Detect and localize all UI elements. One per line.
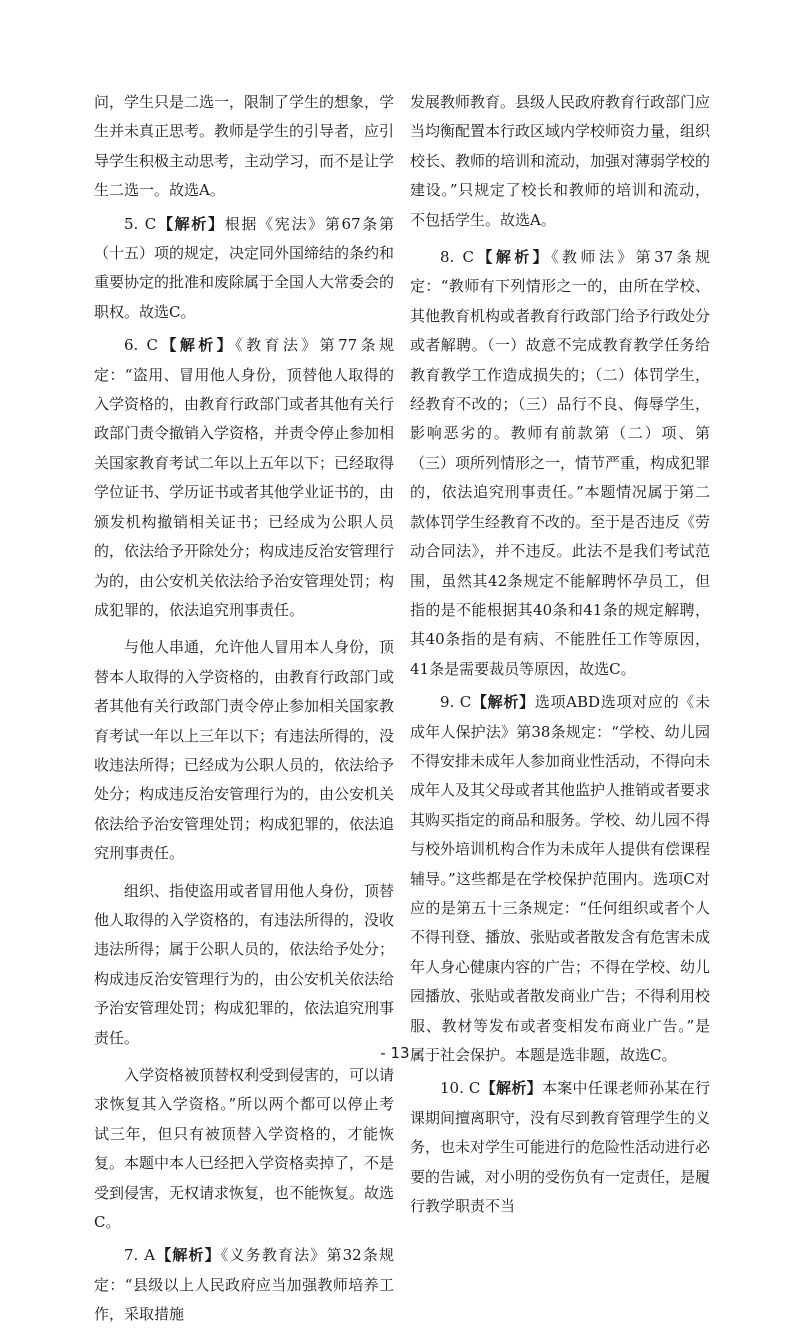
answer-7 [94, 1241, 394, 1329]
answer-9-tag: 【解析】 [471, 693, 535, 712]
answer-6-paragraph-3: 组织、指使盗用或者冒用他人身份，顶替他人取得的入学资格的，有违法所得的，没收违法所得；属于公职人员的，依法给予处分；构成违反治安管理行为的，由公安机关依法给予治安管理处罚；构成犯罪的，依法追究刑事责任。 [94, 881, 395, 1047]
answer-10-number: 10. C [440, 1079, 481, 1098]
answer-5 [94, 210, 394, 328]
answer-7-text: 《义务教育法》第32条规定：“县级以上人民政府应当加强教师培养工作，采取措施 [94, 1246, 394, 1324]
answer-9-text: 选项ABD选项对应的《未成年人保护法》第38条规定：“学校、幼儿园不得安排未成年人参加商业性活动，不得向未成年人及其父母或者其他监护人推销或者要求其购买指定的商品和服务。学校、幼儿园不得与校外培训机构合作为未成年人提供有偿课程辅导。”这些都是在学校保护范围内。选项C对应的是第五十三条规定：“任何组织或者个人不得刊登、播放、张贴或者散发含有危害未成年人身心健康内容的广告；不得在学校、幼儿园播放、张贴或者散发商业广告；不得利用校服、教材等发布或者变相发布商业广告。”是属于社会保护。本题是选非题，故选C。 [410, 693, 711, 1064]
answer-5-tag: 【解析】 [156, 214, 225, 233]
answer-6-number: 6. C [124, 336, 158, 355]
answer-8-text: 《教师法》第37条规定：“教师有下列情形之一的，由所在学校、其他教育机构或者教育行政部门给予行政处分或者解聘。（一）故意不完成教育教学任务给教育教学工作造成损失的；（二）体罚学生，经教育不改的；（三）品行不良、侮辱学生，影响恶劣的。教师有前款第（二）项、第（三）项所列情形之一，情节严重，构成犯罪的，依法追究刑事责任。”本题情况属于第二款体罚学生经教育不改的。至于是否违反《劳动合同法》，并不违反。此法不是我们考试范围，虽然其42条规定不能解聘怀孕员工，但指的是不能根据其40条和41条的规定解聘，其40条指的是有病、不能胜任工作等原因，41条是需要裁员等原因，故选C。 [410, 248, 711, 678]
answer-6-paragraph-2: 与他人串通，允许他人冒用本人身份，顶替本人取得的入学资格的，由教育行政部门或者其他有关行政部门责令停止参加相关国家教育考试一年以上三年以下；有违法所得的，没收违法所得；已经成为公职人员的，依法给予处分；构成违反治安管理行为的，由公安机关依法给予治安管理处罚；构成犯罪的，依法追究刑事责任。 [94, 638, 395, 863]
answer-6-text: 《教育法》第77条规定：“盗用、冒用他人身份，顶替他人取得的入学资格的，由教育行政部门或者其他有关行政部门责令撤销入学资格，并责令停止参加相关国家教育考试二年以上五年以下；已经取得学位证书、学历证书或者其他学业证书的，由颁发机构撤销相关证书；已经成为公职人员的，依法给予开除处分；构成违反治安管理行为的，由公安机关依法给予治安管理处罚；构成犯罪的，依法追究刑事责任。 [94, 336, 395, 619]
left-column [94, 88, 394, 1334]
answer-10-text: 本案中任课老师孙某在行课期间擅离职守，没有尽到教育管理学生的义务，也未对学生可能进行的危险性活动进行必要的告诫，对小明的受伤负有一定责任，是履行教学职责不当 [410, 1079, 711, 1216]
answer-10 [410, 1074, 710, 1221]
answer-8-number: 8. C [440, 248, 474, 267]
answer-10-tag: 【解析】 [480, 1079, 542, 1098]
answer-6 [94, 331, 394, 625]
answer-5-text: 根据《宪法》第67条第（十五）项的规定，决定同外国缔结的条约和重要协定的批准和废除属于全国人大常委会的职权。故选C。 [94, 214, 395, 321]
answer-6-tag: 【解析】 [157, 336, 236, 355]
answer-7-tag: 【解析】 [155, 1246, 221, 1265]
answer-8-tag: 【解析】 [473, 248, 552, 267]
answer-9-number: 9. C [440, 693, 472, 712]
answer-6-paragraph-4: 入学资格被顶替权利受到侵害的，可以请求恢复其入学资格。”所以两个都可以停止考试三年，但只有被顶替入学资格的，才能恢复。本题中本人已经把入学资格卖掉了，不是受到侵害，无权请求恢复，也不能恢复。故选C。 [94, 1066, 395, 1232]
answer-8 [410, 243, 710, 684]
answer-9 [410, 688, 710, 1070]
left-paragraph-continued: 问，学生只是二选一，限制了学生的想象，学生并未真正思考。教师是学生的引导者，应引导学生积极主动思考，主动学习，而不是让学生二选一。故选A。 [94, 93, 395, 200]
answer-7-number: 7. A [124, 1246, 156, 1265]
answer-5-number: 5. C [124, 214, 157, 233]
page-number: - 13 - [380, 1044, 420, 1062]
right-paragraph-continued: 发展教师教育。县级人民政府教育行政部门应当均衡配置本行政区域内学校师资力量，组织校长、教师的培训和流动，加强对薄弱学校的建设。”只规定了校长和教师的培训和流动，不包括学生。故选A。 [410, 93, 711, 229]
